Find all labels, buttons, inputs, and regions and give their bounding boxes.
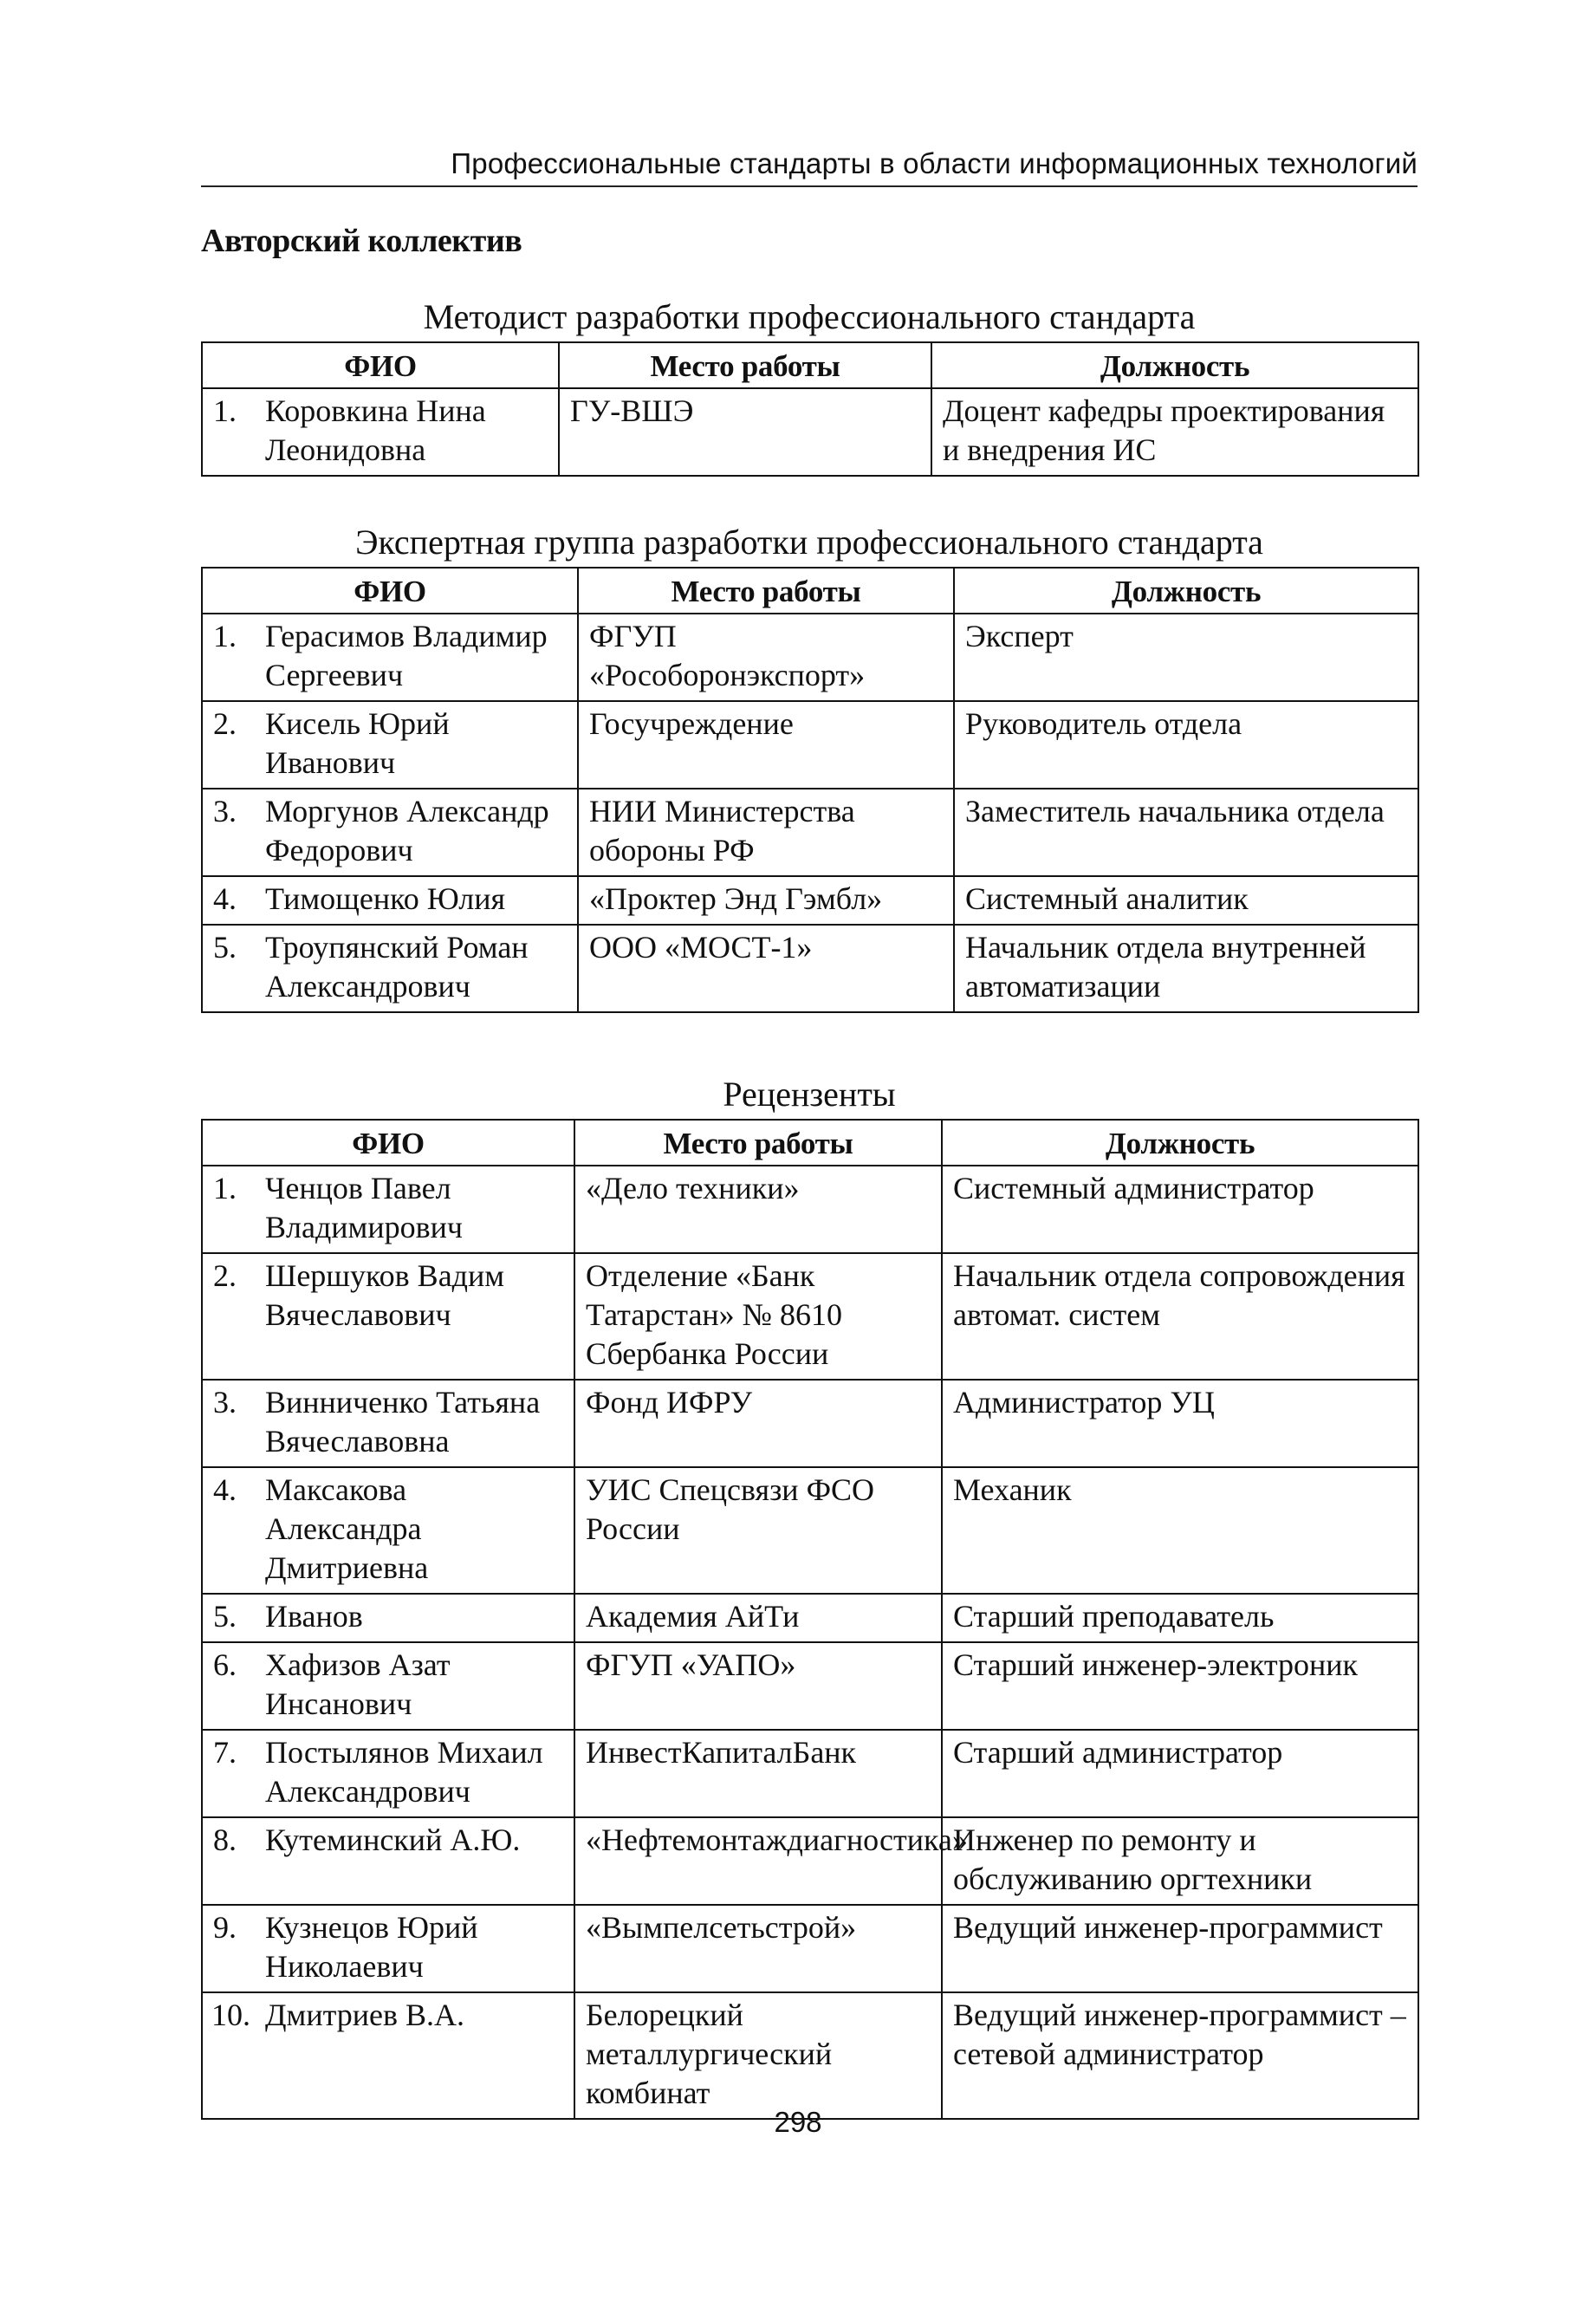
fio-cell	[202, 1817, 574, 1905]
table-row	[202, 1642, 1418, 1730]
table-row	[202, 1166, 1418, 1253]
row-number: 5.	[213, 1599, 237, 1634]
table-row	[202, 1380, 1418, 1467]
fio-cell	[202, 876, 578, 925]
fio-cell	[202, 388, 559, 476]
position-cell: Начальник отдела сопровождения автомат. систем	[942, 1253, 1418, 1380]
fio-cell	[202, 1642, 574, 1730]
fio-text: Максакова Александра Дмитриевна	[265, 1472, 429, 1585]
fio-text: Винниченко Татьяна Вячеславовна	[265, 1385, 541, 1459]
fio-cell	[202, 1905, 574, 1992]
page-number: 298	[774, 2106, 822, 2138]
section-title: Авторский коллектив	[201, 223, 522, 259]
workplace-cell: Академия АйТи	[574, 1594, 942, 1642]
reviewers-block	[201, 1074, 1418, 2120]
fio-cell	[202, 1380, 574, 1467]
position-cell: Старший администратор	[942, 1730, 1418, 1817]
fio-text: Иванов	[265, 1599, 363, 1634]
position-cell: Системный администратор	[942, 1166, 1418, 1253]
column-header-fio: ФИО	[202, 342, 559, 388]
experts-table	[201, 567, 1419, 1013]
fio-text: Кисель Юрий Иванович	[265, 706, 450, 780]
row-number: 1.	[213, 619, 237, 653]
column-header-position: Должность	[931, 342, 1418, 388]
workplace-cell: «Нефтемонтаждиагностика»	[574, 1817, 942, 1905]
workplace-cell: «Проктер Энд Гэмбл»	[578, 876, 954, 925]
fio-text: Ченцов Павел Владимирович	[265, 1171, 463, 1244]
position-cell: Старший преподаватель	[942, 1594, 1418, 1642]
table-row	[202, 1992, 1418, 2119]
table-row	[202, 1730, 1418, 1817]
table-row	[202, 925, 1418, 1012]
workplace-cell: ИнвестКапиталБанк	[574, 1730, 942, 1817]
table-row	[202, 1905, 1418, 1992]
column-header-position: Должность	[954, 568, 1418, 614]
methodist-block	[201, 296, 1418, 477]
row-number: 4.	[213, 881, 237, 916]
position-cell: Доцент кафедры проектирования и внедрения ИС	[931, 388, 1418, 476]
experts-table-caption: Экспертная группа разработки профессионального стандарта	[355, 523, 1263, 562]
table-header-row	[202, 342, 1418, 388]
fio-cell	[202, 1992, 574, 2119]
row-number: 1.	[213, 1171, 237, 1205]
position-cell: Механик	[942, 1467, 1418, 1594]
fio-cell	[202, 1253, 574, 1380]
reviewers-table	[201, 1119, 1419, 2120]
column-header-fio: ФИО	[202, 568, 578, 614]
row-number: 5.	[213, 930, 237, 965]
workplace-cell: «Дело техники»	[574, 1166, 942, 1253]
workplace-cell: Госучреждение	[578, 701, 954, 789]
column-header-workplace: Место работы	[578, 568, 954, 614]
fio-text: Хафизов Азат Инсанович	[265, 1647, 451, 1721]
column-header-fio: ФИО	[202, 1120, 574, 1166]
fio-text: Тимощенко Юлия	[265, 881, 506, 916]
column-header-position: Должность	[942, 1120, 1418, 1166]
fio-text: Дмитриев В.А.	[265, 1998, 465, 2032]
position-cell: Заместитель начальника отдела	[954, 789, 1418, 876]
fio-cell	[202, 614, 578, 701]
column-header-workplace: Место работы	[574, 1120, 942, 1166]
row-number: 1.	[213, 393, 237, 428]
running-header: Профессиональные стандарты в области информационных технологий	[201, 147, 1418, 187]
reviewers-table-caption: Рецензенты	[723, 1075, 896, 1114]
table-row	[202, 1467, 1418, 1594]
fio-text: Моргунов Александр Федорович	[265, 794, 549, 867]
position-cell: Ведущий инженер-программист	[942, 1905, 1418, 1992]
experts-block	[201, 522, 1418, 1013]
table-row	[202, 1253, 1418, 1380]
table-row	[202, 1594, 1418, 1642]
fio-text: Кузнецов Юрий Николаевич	[265, 1910, 478, 1984]
fio-cell	[202, 1730, 574, 1817]
workplace-cell: Белорецкий металлургический комбинат	[574, 1992, 942, 2119]
fio-text: Герасимов Владимир Сергеевич	[265, 619, 548, 692]
workplace-cell: ГУ-ВШЭ	[559, 388, 931, 476]
row-number: 3.	[213, 1385, 237, 1420]
position-cell: Эксперт	[954, 614, 1418, 701]
table-header-row	[202, 568, 1418, 614]
position-cell: Администратор УЦ	[942, 1380, 1418, 1467]
column-header-workplace: Место работы	[559, 342, 931, 388]
fio-cell	[202, 1467, 574, 1594]
position-cell: Ведущий инженер-программист – сетевой администратор	[942, 1992, 1418, 2119]
table-header-row	[202, 1120, 1418, 1166]
fio-text: Коровкина Нина Леонидовна	[265, 393, 486, 467]
workplace-cell: ООО «МОСТ-1»	[578, 925, 954, 1012]
fio-cell	[202, 1594, 574, 1642]
table-row	[202, 388, 1418, 476]
row-number: 2.	[213, 706, 237, 741]
row-number: 8.	[213, 1822, 237, 1857]
workplace-cell: Отделение «Банк Татарстан» № 8610 Сбербанка России	[574, 1253, 942, 1380]
row-number: 4.	[213, 1472, 237, 1507]
fio-cell	[202, 925, 578, 1012]
fio-cell	[202, 789, 578, 876]
position-cell: Руководитель отдела	[954, 701, 1418, 789]
workplace-cell: НИИ Министерства обороны РФ	[578, 789, 954, 876]
row-number: 3.	[213, 794, 237, 828]
workplace-cell: Фонд ИФРУ	[574, 1380, 942, 1467]
workplace-cell: «Вымпелсетьстрой»	[574, 1905, 942, 1992]
position-cell: Инженер по ремонту и обслуживанию оргтехники	[942, 1817, 1418, 1905]
row-number: 6.	[213, 1647, 237, 1682]
row-number: 2.	[213, 1258, 237, 1293]
row-number: 10.	[211, 1998, 250, 2032]
row-number: 9.	[213, 1910, 237, 1945]
methodist-table	[201, 341, 1419, 477]
table-row	[202, 614, 1418, 701]
fio-text: Постылянов Михаил Александрович	[265, 1735, 543, 1809]
workplace-cell: ФГУП «Рособоронэкспорт»	[578, 614, 954, 701]
row-number: 7.	[213, 1735, 237, 1770]
methodist-table-caption: Методист разработки профессионального стандарта	[423, 297, 1196, 336]
workplace-cell: ФГУП «УАПО»	[574, 1642, 942, 1730]
position-cell: Старший инженер-электроник	[942, 1642, 1418, 1730]
document-page	[201, 147, 1418, 2120]
fio-text: Кутеминский А.Ю.	[265, 1822, 521, 1857]
fio-cell	[202, 1166, 574, 1253]
workplace-cell: УИС Спецсвязи ФСО России	[574, 1467, 942, 1594]
table-row	[202, 701, 1418, 789]
position-cell: Начальник отдела внутренней автоматизации	[954, 925, 1418, 1012]
table-row	[202, 789, 1418, 876]
fio-text: Троупянский Роман Александрович	[265, 930, 529, 1004]
fio-cell	[202, 701, 578, 789]
table-row	[202, 1817, 1418, 1905]
position-cell: Системный аналитик	[954, 876, 1418, 925]
fio-text: Шершуков Вадим Вячеславович	[265, 1258, 505, 1332]
table-row	[202, 876, 1418, 925]
